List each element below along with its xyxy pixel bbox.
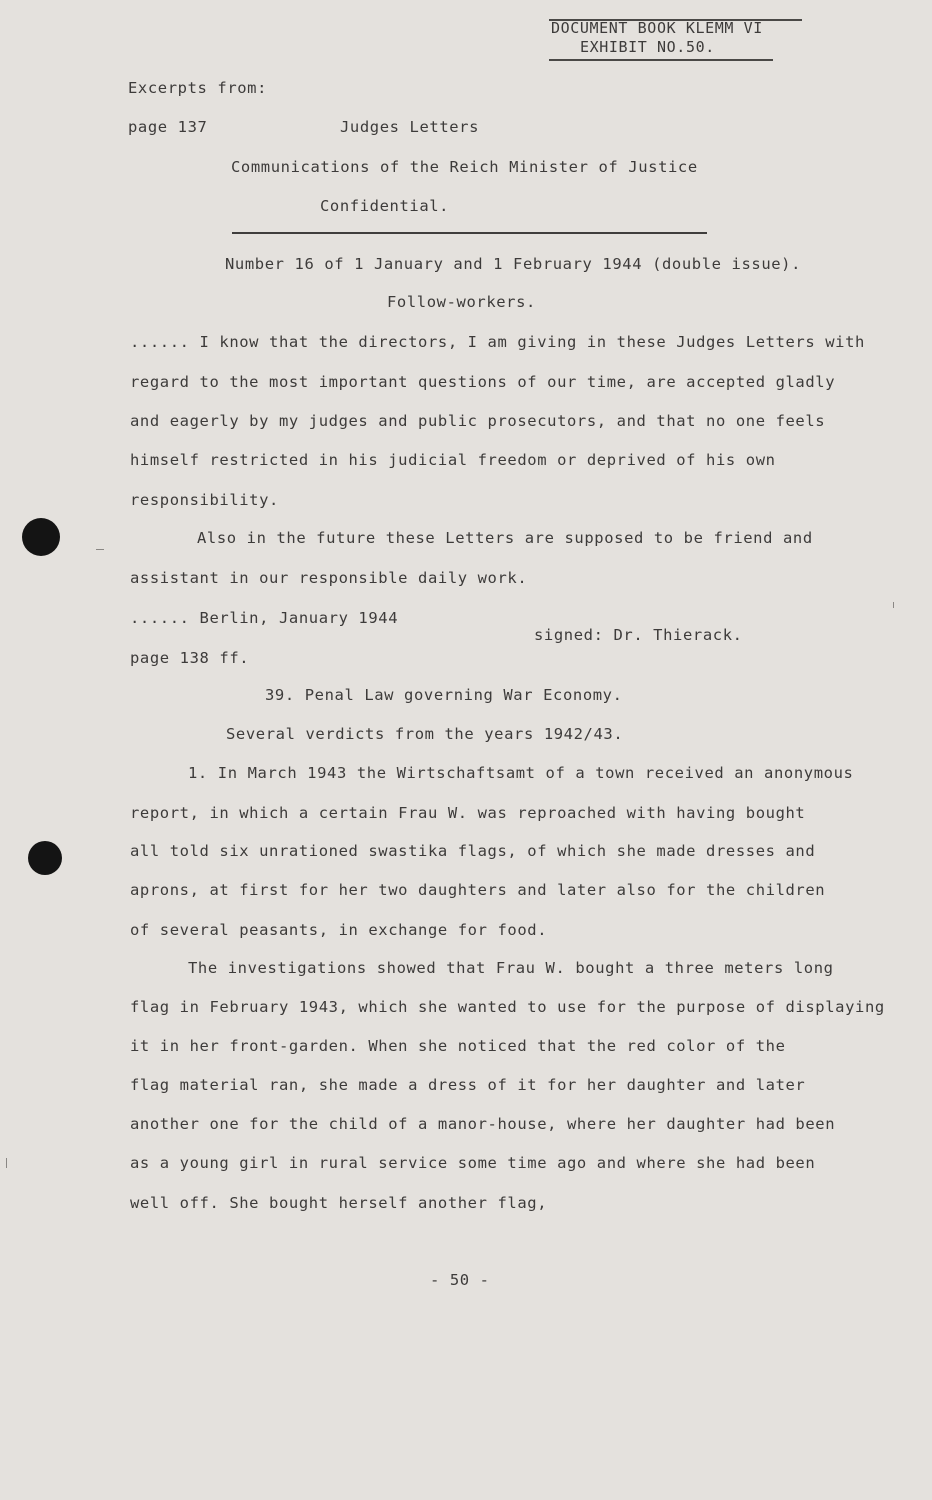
body-line: assistant in our responsible daily work.: [130, 569, 528, 587]
body-line: regard to the most important questions of our time, are accepted gladly: [130, 373, 836, 391]
salutation: Follow-workers.: [387, 293, 536, 311]
case-line: report, in which a certain Frau W. was reproached with having bought: [130, 804, 806, 822]
body-line: himself restricted in his judicial freedom or deprived of his own: [130, 451, 776, 469]
body-line: Also in the future these Letters are supposed to be friend and: [197, 529, 813, 547]
case-line: another one for the child of a manor-house, where her daughter had been: [130, 1115, 836, 1133]
section-subtitle: Several verdicts from the years 1942/43.: [226, 725, 624, 743]
exhibit-number: EXHIBIT NO.50.: [580, 38, 715, 56]
case-line: it in her front-garden. When she noticed that the red color of the: [130, 1037, 786, 1055]
case-line: flag in February 1943, which she wanted to use for the purpose of displaying: [130, 998, 885, 1016]
publication-subtitle: Communications of the Reich Minister of Justice: [231, 158, 698, 176]
punch-hole-icon: [22, 518, 60, 556]
dateline: ...... Berlin, January 1944: [130, 609, 399, 627]
case-line: as a young girl in rural service some time ago and where she had been: [130, 1154, 816, 1172]
publication-title: Judges Letters: [340, 118, 480, 136]
stray-mark: [96, 549, 104, 550]
case-line: all told six unrationed swastika flags, of which she made dresses and: [130, 842, 816, 860]
body-line: responsibility.: [130, 491, 279, 509]
punch-hole-icon: [28, 841, 62, 875]
page-number: - 50 -: [430, 1271, 490, 1289]
classification: Confidential.: [320, 197, 450, 215]
page-reference-137: page 137: [128, 118, 208, 136]
case-line: well off. She bought herself another flag,: [130, 1194, 548, 1212]
case-line: aprons, at first for her two daughters and later also for the children: [130, 881, 826, 899]
case-line: flag material ran, she made a dress of it for her daughter and later: [130, 1076, 806, 1094]
signature: signed: Dr. Thierack.: [534, 626, 743, 644]
section-title: 39. Penal Law governing War Economy.: [265, 686, 623, 704]
stray-mark: [6, 1158, 7, 1168]
document-book-label: DOCUMENT BOOK KLEMM VI: [551, 19, 763, 37]
stray-mark: [893, 602, 894, 608]
case-line: 1. In March 1943 the Wirtschaftsamt of a town received an anonymous: [188, 764, 854, 782]
header-bottom-rule: [549, 59, 773, 61]
body-line: and eagerly by my judges and public prosecutors, and that no one feels: [130, 412, 826, 430]
body-line: ...... I know that the directors, I am giving in these Judges Letters with: [130, 333, 865, 351]
case-line: The investigations showed that Frau W. bought a three meters long: [188, 959, 834, 977]
excerpts-label: Excerpts from:: [128, 79, 268, 97]
divider-rule: [232, 232, 707, 234]
issue-line: Number 16 of 1 January and 1 February 1944 (double issue).: [225, 255, 802, 273]
case-line: of several peasants, in exchange for food.: [130, 921, 548, 939]
page-reference-138: page 138 ff.: [130, 649, 250, 667]
